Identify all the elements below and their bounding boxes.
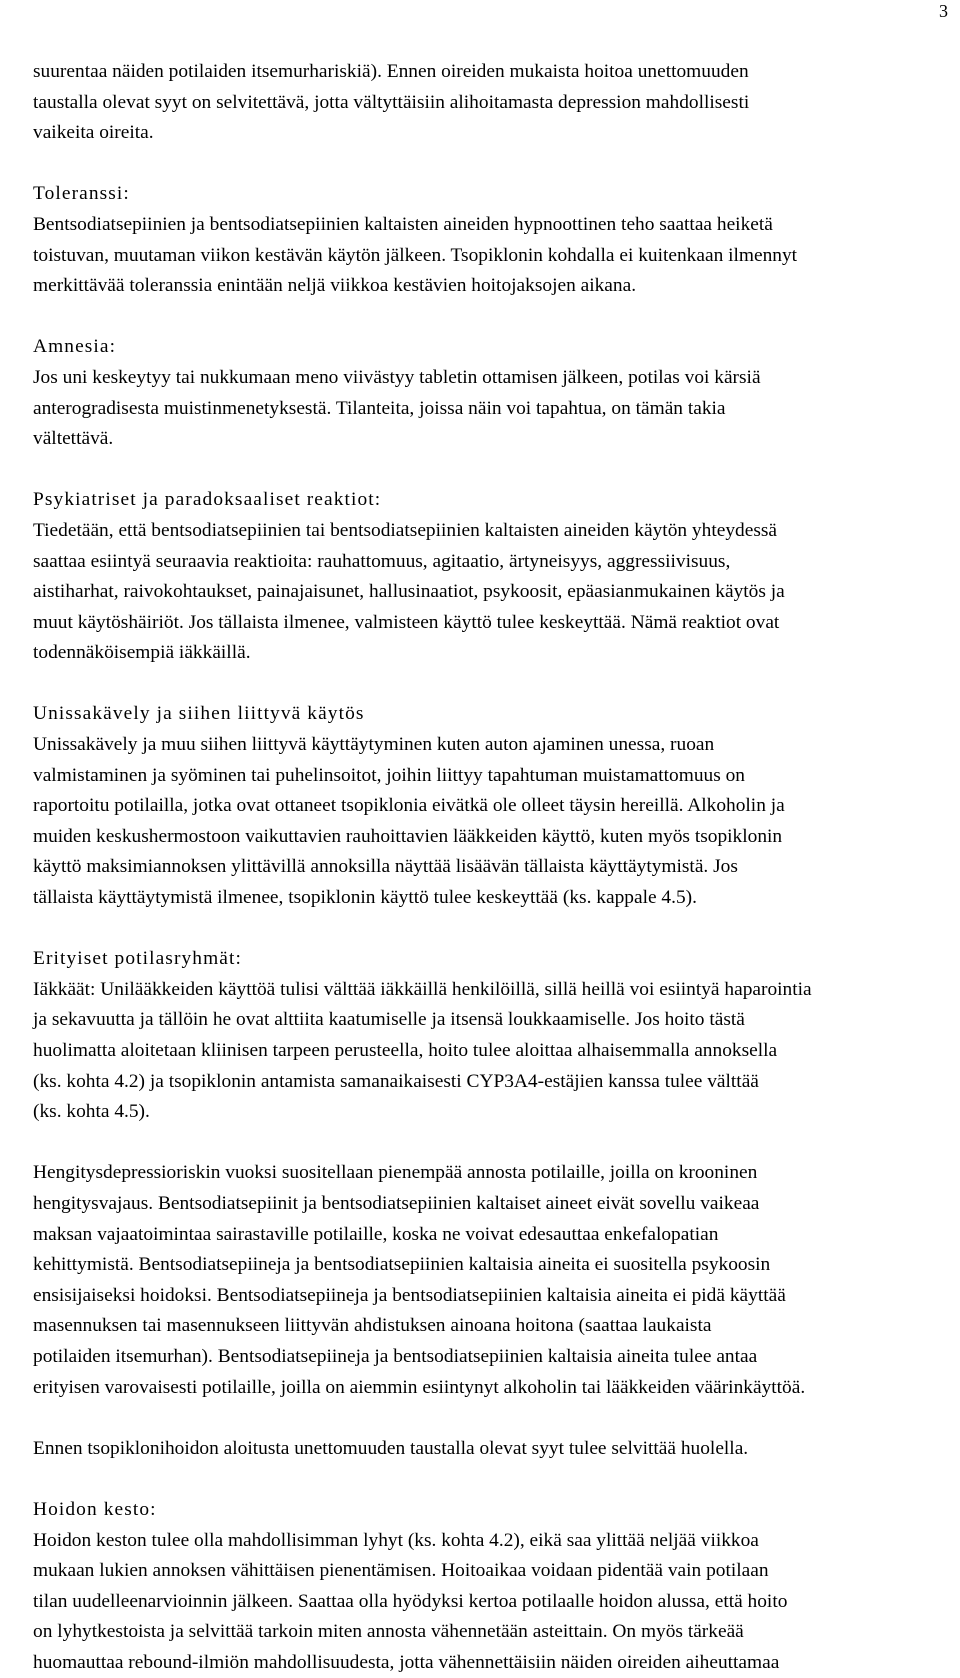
text-line: toistuvan, muutaman viikon kestävän käytön jälkeen. Tsopiklonin kohdalla ei kuitenkaan ilmennyt xyxy=(33,241,953,272)
text-line: potilaiden itsemurhan). Bentsodiatsepiineja ja bentsodiatsepiinien kaltaisia aineita tulee antaa xyxy=(33,1342,953,1373)
text-line: taustalla olevat syyt on selvitettävä, jotta vältyttäisiin alihoitamasta depression mahdollisesti xyxy=(33,88,953,119)
text-line: huomauttaa rebound-ilmiön mahdollisuudesta, jotta vähennettäisiin näiden oireiden aiheuttamaa xyxy=(33,1648,953,1678)
text-line: huolimatta aloitetaan kliinisen tarpeen perusteella, hoito tulee aloittaa alhaisemmalla annoksella xyxy=(33,1036,953,1067)
text-line: valmistaminen ja syöminen tai puhelinsoitot, joihin liittyy tapahtuman muistamattomuus on xyxy=(33,761,953,792)
text-line: Tiedetään, että bentsodiatsepiinien tai bentsodiatsepiinien kaltaisten aineiden käytön yhteydessä xyxy=(33,516,953,547)
heading-amnesia: Amnesia: xyxy=(33,332,953,363)
text-line: Unissakävely ja muu siihen liittyvä käyttäytyminen kuten auton ajaminen unessa, ruoan xyxy=(33,730,953,761)
paragraph-elderly xyxy=(33,975,953,1128)
paragraph-before-treatment xyxy=(33,1434,953,1465)
text-line: raportoitu potilailla, jotka ovat ottaneet tsopiklonia eivätkä ole olleet täysin hereillä. Alkoholin ja xyxy=(33,791,953,822)
text-line: mukaan lukien annoksen vähittäisen pienentämisen. Hoitoaikaa voidaan pidentää vain potilaan xyxy=(33,1556,953,1587)
paragraph-respiratory xyxy=(33,1158,953,1403)
text-line: (ks. kohta 4.2) ja tsopiklonin antamista samanaikaisesti CYP3A4-estäjien kanssa tulee välttää xyxy=(33,1067,953,1098)
paragraph-intro-continuation xyxy=(33,57,953,149)
heading-treatment-duration: Hoidon kesto: xyxy=(33,1495,953,1526)
text-line: Hoidon keston tulee olla mahdollisimman lyhyt (ks. kohta 4.2), eikä saa ylittää neljää viikkoa xyxy=(33,1526,953,1557)
paragraph-sleepwalking xyxy=(33,730,953,914)
paragraph-treatment-duration xyxy=(33,1526,953,1678)
text-line: tällaista käyttäytymistä ilmenee, tsopiklonin käyttö tulee keskeyttää (ks. kappale 4.5). xyxy=(33,883,953,914)
text-line: Bentsodiatsepiinien ja bentsodiatsepiinien kaltaisten aineiden hypnoottinen teho saattaa heiketä xyxy=(33,210,953,241)
document-body xyxy=(33,57,953,1678)
text-line: tilan uudelleenarvioinnin jälkeen. Saattaa olla hyödyksi kertoa potilaalle hoidon alussa, että hoito xyxy=(33,1587,953,1618)
text-line: masennuksen tai masennukseen liittyvän ahdistuksen ainoana hoitona (saattaa laukaista xyxy=(33,1311,953,1342)
text-line: käyttö maksimiannoksen ylittävillä annoksilla näyttää lisäävän tällaista käyttäytymistä. Jos xyxy=(33,852,953,883)
heading-sleepwalking: Unissakävely ja siihen liittyvä käytös xyxy=(33,699,953,730)
text-line: Ennen tsopiklonihoidon aloitusta unettomuuden taustalla olevat syyt tulee selvittää huolella. xyxy=(33,1434,953,1465)
text-line: aistiharhat, raivokohtaukset, painajaisunet, hallusinaatiot, psykoosit, epäasianmukainen käytös ja xyxy=(33,577,953,608)
paragraph-psychiatric-reactions xyxy=(33,516,953,669)
text-line: Hengitysdepressioriskin vuoksi suositellaan pienempää annosta potilaille, joilla on krooninen xyxy=(33,1158,953,1189)
text-line: saattaa esiintyä seuraavia reaktioita: rauhattomuus, agitaatio, ärtyneisyys, aggressiivisuus, xyxy=(33,547,953,578)
text-line: anterogradisesta muistinmenetyksestä. Tilanteita, joissa näin voi tapahtua, on tämän takia xyxy=(33,394,953,425)
heading-tolerance: Toleranssi: xyxy=(33,179,953,210)
heading-psychiatric-reactions: Psykiatriset ja paradoksaaliset reaktiot: xyxy=(33,485,953,516)
text-line: hengitysvajaus. Bentsodiatsepiinit ja bentsodiatsepiinien kaltaiset aineet eivät sovellu vaikeaa xyxy=(33,1189,953,1220)
text-line: Jos uni keskeytyy tai nukkumaan meno viivästyy tabletin ottamisen jälkeen, potilas voi kärsiä xyxy=(33,363,953,394)
paragraph-amnesia xyxy=(33,363,953,455)
text-line: muiden keskushermostoon vaikuttavien rauhoittavien lääkkeiden käyttö, kuten myös tsopiklonin xyxy=(33,822,953,853)
text-line: ja sekavuutta ja tällöin he ovat alttiita kaatumiselle ja itsensä loukkaamiselle. Jos hoito tästä xyxy=(33,1005,953,1036)
text-line: todennäköisempiä iäkkäillä. xyxy=(33,638,953,669)
text-line: erityisen varovaisesti potilaille, joilla on aiemmin esiintynyt alkoholin tai lääkkeiden väärinkäyttöä. xyxy=(33,1373,953,1404)
text-line: (ks. kohta 4.5). xyxy=(33,1097,953,1128)
text-line: muut käytöshäiriöt. Jos tällaista ilmenee, valmisteen käyttö tulee keskeyttää. Nämä reaktiot ovat xyxy=(33,608,953,639)
text-line: on lyhytkestoista ja selvittää tarkoin miten annosta vähennetään asteittain. On myös tärkeää xyxy=(33,1617,953,1648)
text-line: kehittymistä. Bentsodiatsepiineja ja bentsodiatsepiinien kaltaisia aineita ei suositella psykoosin xyxy=(33,1250,953,1281)
page-number: 3 xyxy=(939,0,948,22)
text-line: merkittävää toleranssia enintään neljä viikkoa kestävien hoitojaksojen aikana. xyxy=(33,271,953,302)
text-line: suurentaa näiden potilaiden itsemurhariskiä). Ennen oireiden mukaista hoitoa unettomuuden xyxy=(33,57,953,88)
text-line: vaikeita oireita. xyxy=(33,118,953,149)
paragraph-tolerance xyxy=(33,210,953,302)
text-line: vältettävä. xyxy=(33,424,953,455)
text-line: maksan vajaatoimintaa sairastaville potilaille, koska ne voivat edesauttaa enkefalopatian xyxy=(33,1220,953,1251)
text-line: Iäkkäät: Unilääkkeiden käyttöä tulisi välttää iäkkäillä henkilöillä, sillä heillä voi esiintyä haparointia xyxy=(33,975,953,1006)
heading-special-populations: Erityiset potilasryhmät: xyxy=(33,944,953,975)
text-line: ensisijaiseksi hoidoksi. Bentsodiatsepiineja ja bentsodiatsepiinien kaltaisia aineita ei pidä käyttää xyxy=(33,1281,953,1312)
